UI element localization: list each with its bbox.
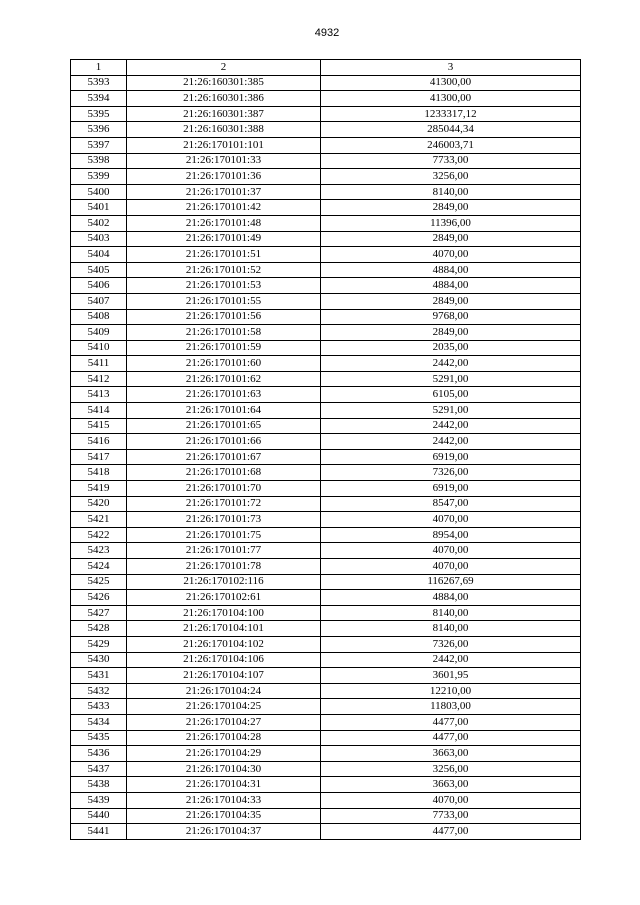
table-row: [71, 496, 581, 512]
value-cell: 2849,00: [321, 325, 581, 341]
table-row: [71, 559, 581, 575]
cadastral-number-cell: 21:26:170104:29: [127, 746, 321, 762]
row-number-cell: 5428: [71, 621, 127, 637]
row-number-cell: 5426: [71, 590, 127, 606]
cadastral-number-cell: 21:26:170101:36: [127, 169, 321, 185]
value-cell: 246003,71: [321, 137, 581, 153]
cadastral-number-cell: 21:26:170101:53: [127, 278, 321, 294]
value-cell: 7733,00: [321, 808, 581, 824]
cadastral-number-cell: 21:26:170104:28: [127, 730, 321, 746]
value-cell: 1233317,12: [321, 106, 581, 122]
row-number-cell: 5430: [71, 652, 127, 668]
value-cell: 7326,00: [321, 465, 581, 481]
value-cell: 5291,00: [321, 403, 581, 419]
cadastral-number-cell: 21:26:170104:30: [127, 761, 321, 777]
row-number-cell: 5417: [71, 449, 127, 465]
row-number-cell: 5434: [71, 714, 127, 730]
table-row: [71, 792, 581, 808]
cadastral-number-cell: 21:26:170104:37: [127, 824, 321, 840]
table-row: [71, 418, 581, 434]
value-cell: 8140,00: [321, 621, 581, 637]
row-number-cell: 5406: [71, 278, 127, 294]
row-number-cell: 5432: [71, 683, 127, 699]
table-row: [71, 761, 581, 777]
value-cell: 8140,00: [321, 605, 581, 621]
table-row: [71, 153, 581, 169]
value-cell: 3663,00: [321, 777, 581, 793]
table-row: [71, 169, 581, 185]
value-cell: 8547,00: [321, 496, 581, 512]
row-number-cell: 5421: [71, 512, 127, 528]
row-number-cell: 5411: [71, 356, 127, 372]
row-number-cell: 5402: [71, 215, 127, 231]
value-cell: 2442,00: [321, 434, 581, 450]
cadastral-number-cell: 21:26:170104:106: [127, 652, 321, 668]
row-number-cell: 5427: [71, 605, 127, 621]
value-cell: 6919,00: [321, 449, 581, 465]
cadastral-number-cell: 21:26:170101:55: [127, 293, 321, 309]
cadastral-number-cell: 21:26:170101:66: [127, 434, 321, 450]
cadastral-number-cell: 21:26:170101:48: [127, 215, 321, 231]
cadastral-number-cell: 21:26:170101:33: [127, 153, 321, 169]
value-cell: 7326,00: [321, 636, 581, 652]
cadastral-number-cell: 21:26:170101:58: [127, 325, 321, 341]
cadastral-number-cell: 21:26:170104:102: [127, 636, 321, 652]
value-cell: 2849,00: [321, 231, 581, 247]
column-header-2: 2: [127, 60, 321, 76]
cadastral-number-cell: 21:26:160301:385: [127, 75, 321, 91]
table-row: [71, 91, 581, 107]
cadastral-number-cell: 21:26:170101:56: [127, 309, 321, 325]
table-row: [71, 824, 581, 840]
table-row: [71, 387, 581, 403]
row-number-cell: 5439: [71, 792, 127, 808]
table-row: [71, 106, 581, 122]
row-number-cell: 5393: [71, 75, 127, 91]
value-cell: 2849,00: [321, 200, 581, 216]
cadastral-number-cell: 21:26:170104:24: [127, 683, 321, 699]
row-number-cell: 5409: [71, 325, 127, 341]
row-number-cell: 5436: [71, 746, 127, 762]
cadastral-number-cell: 21:26:170102:61: [127, 590, 321, 606]
table-row: [71, 605, 581, 621]
row-number-cell: 5420: [71, 496, 127, 512]
value-cell: 6105,00: [321, 387, 581, 403]
value-cell: 116267,69: [321, 574, 581, 590]
row-number-cell: 5419: [71, 481, 127, 497]
table-row: [71, 668, 581, 684]
table-row: [71, 278, 581, 294]
table-row: [71, 262, 581, 278]
value-cell: 4884,00: [321, 262, 581, 278]
table-row: [71, 184, 581, 200]
table-row: [71, 75, 581, 91]
cadastral-number-cell: 21:26:160301:388: [127, 122, 321, 138]
cadastral-number-cell: 21:26:170104:27: [127, 714, 321, 730]
table-body: [71, 75, 581, 839]
table-row: [71, 777, 581, 793]
row-number-cell: 5396: [71, 122, 127, 138]
table-row: [71, 714, 581, 730]
table-row: [71, 309, 581, 325]
cadastral-number-cell: 21:26:170101:51: [127, 247, 321, 263]
cadastral-number-cell: 21:26:170101:77: [127, 543, 321, 559]
row-number-cell: 5394: [71, 91, 127, 107]
value-cell: 4884,00: [321, 590, 581, 606]
value-cell: 41300,00: [321, 75, 581, 91]
value-cell: 2442,00: [321, 652, 581, 668]
table-row: [71, 403, 581, 419]
value-cell: 2849,00: [321, 293, 581, 309]
value-cell: 4070,00: [321, 512, 581, 528]
value-cell: 4070,00: [321, 559, 581, 575]
value-cell: 4477,00: [321, 714, 581, 730]
row-number-cell: 5429: [71, 636, 127, 652]
value-cell: 4070,00: [321, 543, 581, 559]
table-row: [71, 683, 581, 699]
cadastral-number-cell: 21:26:170101:73: [127, 512, 321, 528]
table-row: [71, 325, 581, 341]
table-row: [71, 340, 581, 356]
value-cell: 4477,00: [321, 824, 581, 840]
value-cell: 3256,00: [321, 761, 581, 777]
row-number-cell: 5424: [71, 559, 127, 575]
column-header-3: 3: [321, 60, 581, 76]
row-number-cell: 5440: [71, 808, 127, 824]
value-cell: 8954,00: [321, 527, 581, 543]
table-row: [71, 730, 581, 746]
table-row: [71, 434, 581, 450]
value-cell: 3256,00: [321, 169, 581, 185]
value-cell: 11396,00: [321, 215, 581, 231]
table-row: [71, 481, 581, 497]
value-cell: 5291,00: [321, 371, 581, 387]
table-row: [71, 293, 581, 309]
table-row: [71, 247, 581, 263]
row-number-cell: 5405: [71, 262, 127, 278]
data-table: [70, 59, 581, 840]
value-cell: 4070,00: [321, 792, 581, 808]
row-number-cell: 5433: [71, 699, 127, 715]
value-cell: 4070,00: [321, 247, 581, 263]
cadastral-number-cell: 21:26:170101:72: [127, 496, 321, 512]
row-number-cell: 5398: [71, 153, 127, 169]
value-cell: 4884,00: [321, 278, 581, 294]
cadastral-number-cell: 21:26:170104:33: [127, 792, 321, 808]
row-number-cell: 5441: [71, 824, 127, 840]
row-number-cell: 5404: [71, 247, 127, 263]
cadastral-number-cell: 21:26:170101:59: [127, 340, 321, 356]
row-number-cell: 5403: [71, 231, 127, 247]
row-number-cell: 5400: [71, 184, 127, 200]
cadastral-number-cell: 21:26:170101:64: [127, 403, 321, 419]
row-number-cell: 5410: [71, 340, 127, 356]
value-cell: 2442,00: [321, 356, 581, 372]
cadastral-number-cell: 21:26:170104:31: [127, 777, 321, 793]
table-row: [71, 590, 581, 606]
cadastral-number-cell: 21:26:170104:107: [127, 668, 321, 684]
cadastral-number-cell: 21:26:170101:101: [127, 137, 321, 153]
table-row: [71, 449, 581, 465]
row-number-cell: 5407: [71, 293, 127, 309]
value-cell: 2442,00: [321, 418, 581, 434]
cadastral-number-cell: 21:26:170101:52: [127, 262, 321, 278]
row-number-cell: 5415: [71, 418, 127, 434]
row-number-cell: 5395: [71, 106, 127, 122]
cadastral-number-cell: 21:26:170101:65: [127, 418, 321, 434]
cadastral-number-cell: 21:26:170101:67: [127, 449, 321, 465]
row-number-cell: 5422: [71, 527, 127, 543]
table-row: [71, 527, 581, 543]
table-row: [71, 543, 581, 559]
table-row: [71, 621, 581, 637]
table-row: [71, 636, 581, 652]
cadastral-number-cell: 21:26:170101:42: [127, 200, 321, 216]
table-row: [71, 574, 581, 590]
row-number-cell: 5418: [71, 465, 127, 481]
value-cell: 11803,00: [321, 699, 581, 715]
row-number-cell: 5408: [71, 309, 127, 325]
table-row: [71, 137, 581, 153]
row-number-cell: 5401: [71, 200, 127, 216]
value-cell: 4477,00: [321, 730, 581, 746]
cadastral-number-cell: 21:26:170101:62: [127, 371, 321, 387]
value-cell: 9768,00: [321, 309, 581, 325]
row-number-cell: 5431: [71, 668, 127, 684]
page-number: 4932: [314, 27, 340, 39]
cadastral-number-cell: 21:26:170101:60: [127, 356, 321, 372]
cadastral-number-cell: 21:26:160301:387: [127, 106, 321, 122]
cadastral-number-cell: 21:26:170104:100: [127, 605, 321, 621]
table-row: [71, 746, 581, 762]
table-row: [71, 215, 581, 231]
cadastral-number-cell: 21:26:170101:78: [127, 559, 321, 575]
row-number-cell: 5425: [71, 574, 127, 590]
table-row: [71, 356, 581, 372]
value-cell: 8140,00: [321, 184, 581, 200]
value-cell: 3663,00: [321, 746, 581, 762]
cadastral-number-cell: 21:26:170101:37: [127, 184, 321, 200]
value-cell: 7733,00: [321, 153, 581, 169]
value-cell: 41300,00: [321, 91, 581, 107]
row-number-cell: 5423: [71, 543, 127, 559]
header-row: [71, 60, 581, 76]
cadastral-number-cell: 21:26:170101:68: [127, 465, 321, 481]
table-row: [71, 808, 581, 824]
cadastral-number-cell: 21:26:170101:49: [127, 231, 321, 247]
value-cell: 3601,95: [321, 668, 581, 684]
column-header-1: 1: [71, 60, 127, 76]
cadastral-number-cell: 21:26:170101:63: [127, 387, 321, 403]
row-number-cell: 5437: [71, 761, 127, 777]
table-row: [71, 465, 581, 481]
table-row: [71, 652, 581, 668]
row-number-cell: 5416: [71, 434, 127, 450]
value-cell: 6919,00: [321, 481, 581, 497]
cadastral-number-cell: 21:26:170104:25: [127, 699, 321, 715]
row-number-cell: 5399: [71, 169, 127, 185]
table-row: [71, 231, 581, 247]
cadastral-number-cell: 21:26:170104:35: [127, 808, 321, 824]
cadastral-number-cell: 21:26:170104:101: [127, 621, 321, 637]
row-number-cell: 5438: [71, 777, 127, 793]
table-row: [71, 699, 581, 715]
row-number-cell: 5412: [71, 371, 127, 387]
cadastral-number-cell: 21:26:160301:386: [127, 91, 321, 107]
table-header: [71, 60, 581, 76]
row-number-cell: 5435: [71, 730, 127, 746]
cadastral-number-cell: 21:26:170101:75: [127, 527, 321, 543]
table-row: [71, 512, 581, 528]
row-number-cell: 5414: [71, 403, 127, 419]
table-row: [71, 122, 581, 138]
cadastral-number-cell: 21:26:170102:116: [127, 574, 321, 590]
value-cell: 285044,34: [321, 122, 581, 138]
row-number-cell: 5397: [71, 137, 127, 153]
value-cell: 2035,00: [321, 340, 581, 356]
table-row: [71, 200, 581, 216]
cadastral-number-cell: 21:26:170101:70: [127, 481, 321, 497]
table-row: [71, 371, 581, 387]
value-cell: 12210,00: [321, 683, 581, 699]
row-number-cell: 5413: [71, 387, 127, 403]
